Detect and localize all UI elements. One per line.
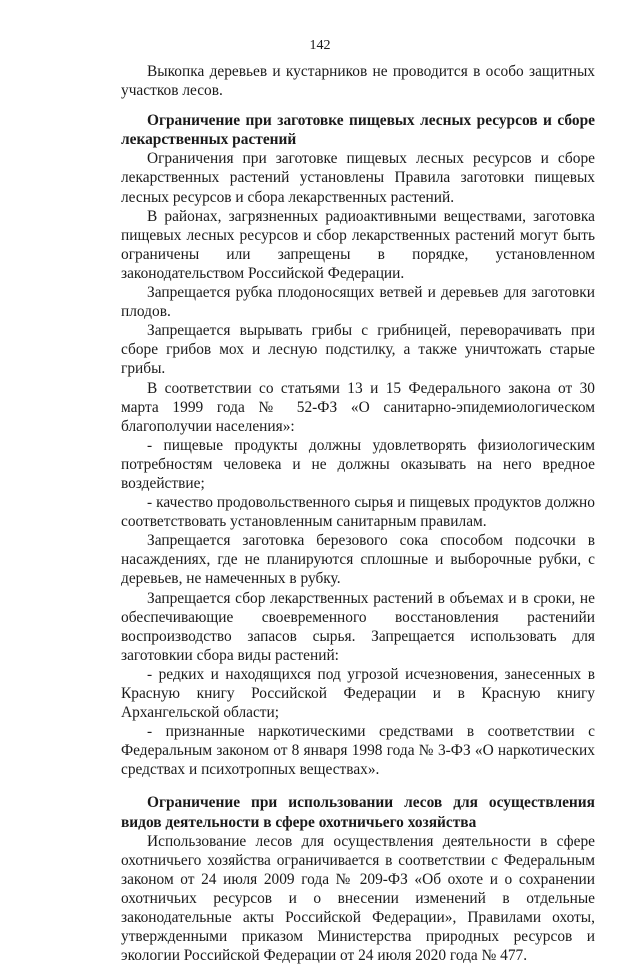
paragraph: Запрещается вырывать грибы с грибницей, переворачивать при сборе грибов мох и лесную подстилку, а также уничтожать старые грибы. bbox=[121, 322, 595, 378]
document-body bbox=[121, 62, 595, 965]
paragraph: Запрещается рубка плодоносящих ветвей и деревьев для заготовки плодов. bbox=[121, 284, 595, 321]
list-item: - пищевые продукты должны удовлетворять физиологическим потребностям человека и не должны оказывать на него вредное воздействие; bbox=[121, 436, 595, 492]
list-item: - качество продовольственного сырья и пищевых продуктов должно соответствовать установленным санитарным правилам. bbox=[121, 494, 595, 531]
page-number: 142 bbox=[309, 38, 331, 53]
list-item: - редких и находящихся под угрозой исчезновения, занесенных в Красную книгу Российской Федерации и в Красную книгу Архангельской области; bbox=[121, 665, 595, 722]
paragraph: Выкопка деревьев и кустарников не проводится в особо защитных участков лесов. bbox=[121, 63, 595, 100]
section-heading: Ограничение при использовании лесов для осуществления видов деятельности в сфере охотничьего хозяйства bbox=[121, 794, 595, 831]
paragraph: Ограничения при заготовке пищевых лесных ресурсов и сборе лекарственных растений установлены Правила заготовки пищевых лесных ресурсов и сбора лекарственных растений. bbox=[121, 150, 595, 206]
paragraph: Запрещается заготовка березового сока способом подсочки в насаждениях, где не планируются сплошные и выборочные рубки, с деревьев, не намеченных в рубку. bbox=[121, 532, 595, 588]
paragraph: В районах, загрязненных радиоактивными веществами, заготовка пищевых лесных ресурсов и сбор лекарственных растений могут быть ограничены или запрещены в порядке, установленном законодательством Российской Федерации. bbox=[121, 207, 595, 282]
section-heading: Ограничение при заготовке пищевых лесных ресурсов и сборе лекарственных растений bbox=[121, 112, 595, 149]
paragraph: Запрещается сбор лекарственных растений в объемах и в сроки, не обеспечивающие своевременного восстановления растенийи воспроизводство запасов сырья. Запрещается использовать для заготовкии сбора виды растений: bbox=[121, 589, 595, 664]
list-item: - признанные наркотическими средствами в соответствии с Федеральным законом от 8 января 1998 года № 3-ФЗ «О наркотических средствах и психотропных веществах». bbox=[121, 723, 595, 779]
paragraph: Использование лесов для осуществления деятельности в сфере охотничьего хозяйства ограничивается в соответствии с Федеральным законом от 24 июля 2009 года № 209-ФЗ «Об охоте и о сохранении охотничьих ресурсов и о внесении изменений в отдельные законодательные акты Российской Федерации», Правилами охоты, утвержденными приказом Министерства природных ресурсов и экологии Российской Федерации от 24 июля 2020 года № 477. bbox=[121, 832, 595, 965]
paragraph: В соответствии со статьями 13 и 15 Федерального закона от 30 марта 1999 года № 52-ФЗ «О санитарно-эпидемиологическом благополучии населения»: bbox=[121, 379, 595, 435]
